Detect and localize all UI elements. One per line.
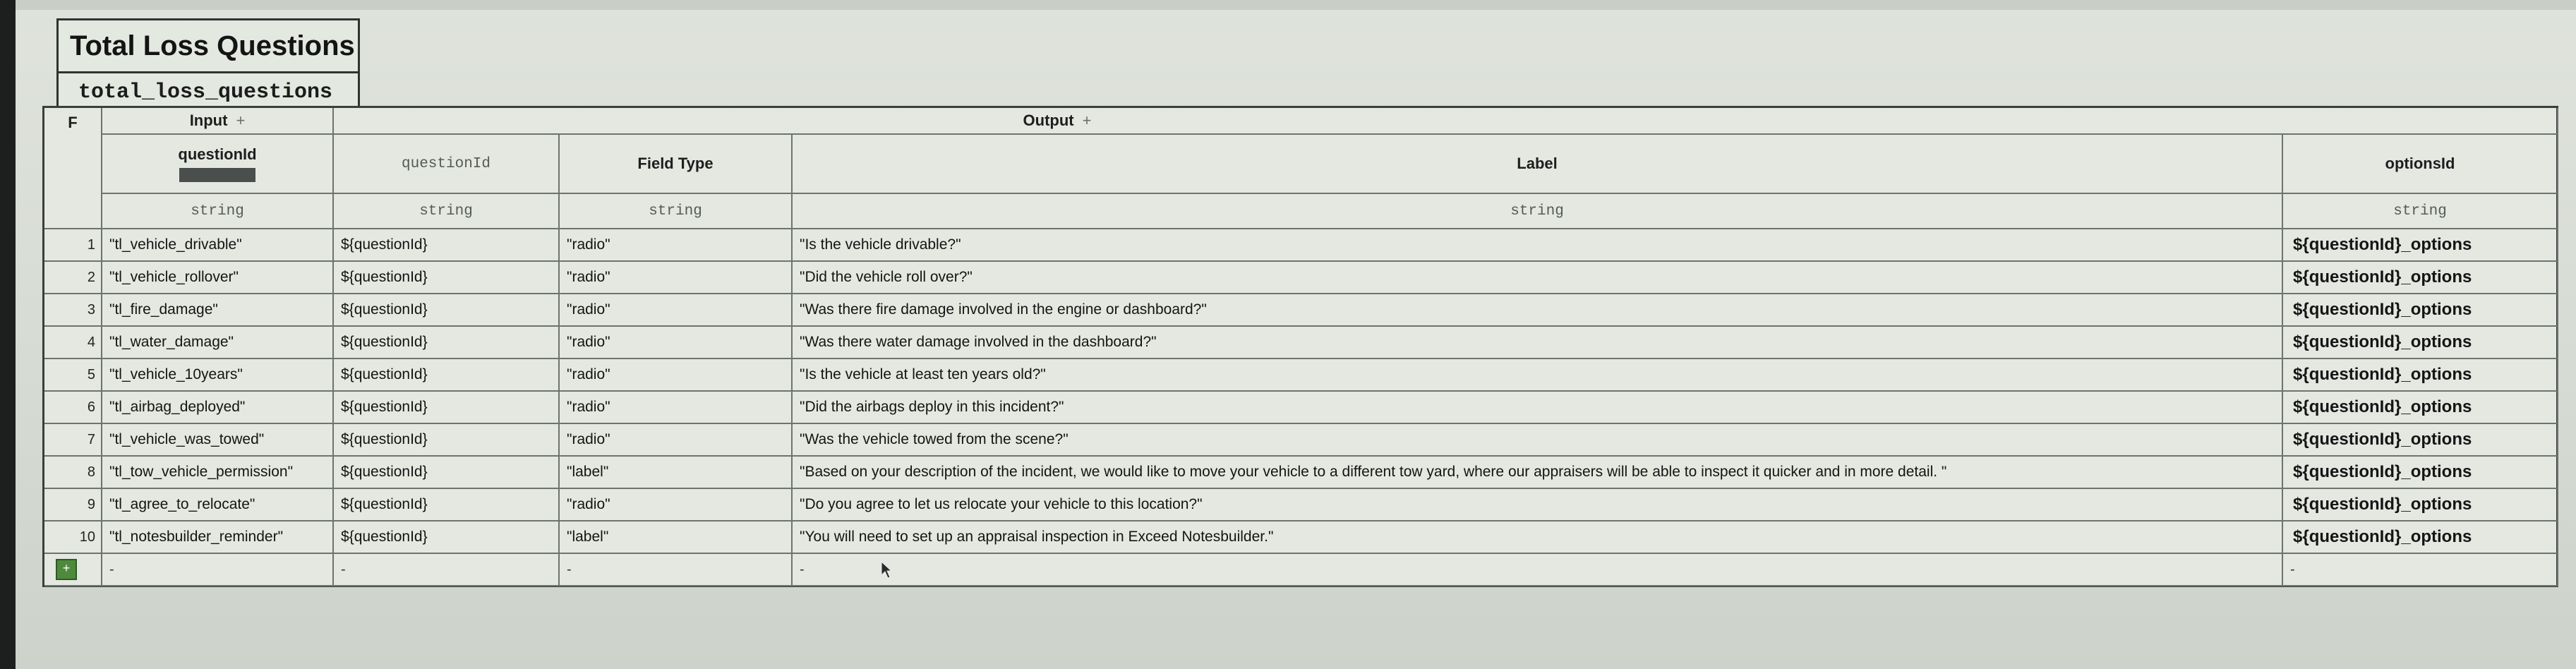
empty-rule-cell[interactable]: - xyxy=(102,554,334,586)
rule-label-cell[interactable]: "Did the airbags deploy in this incident?" xyxy=(793,392,2283,424)
output-optionsid-header[interactable]: optionsId xyxy=(2283,135,2558,194)
mouse-cursor-icon xyxy=(881,561,892,579)
empty-rule-cell[interactable]: - xyxy=(793,554,2283,586)
rule-input-cell[interactable]: "tl_airbag_deployed" xyxy=(102,392,334,424)
rule-questionid-cell[interactable]: ${questionId} xyxy=(334,294,560,327)
rule-label-cell[interactable]: "Is the vehicle drivable?" xyxy=(793,229,2283,262)
rule-input-cell[interactable]: "tl_agree_to_relocate" xyxy=(102,489,334,522)
add-input-icon[interactable]: + xyxy=(236,112,246,129)
output-optionsid-type: string xyxy=(2283,194,2558,229)
rule-fieldtype-cell[interactable]: "radio" xyxy=(560,294,793,327)
rule-number: 9 xyxy=(44,489,102,522)
rule-number: 3 xyxy=(44,294,102,327)
rule-fieldtype-cell[interactable]: "radio" xyxy=(560,327,793,359)
empty-rule-cell[interactable]: - xyxy=(334,554,560,586)
input-type-cell: string xyxy=(102,194,334,229)
input-group-label: Input xyxy=(189,112,228,129)
rule-fieldtype-cell[interactable]: "label" xyxy=(560,522,793,554)
rule-optionsid-cell[interactable]: ${questionId}_options xyxy=(2283,229,2558,262)
rule-number: 10 xyxy=(44,522,102,554)
rule-questionid-cell[interactable]: ${questionId} xyxy=(334,327,560,359)
empty-rule-cell[interactable]: - xyxy=(560,554,793,586)
input-expression-tag xyxy=(179,168,255,182)
rule-number: 8 xyxy=(44,457,102,489)
rule-questionid-cell[interactable]: ${questionId} xyxy=(334,457,560,489)
rule-fieldtype-cell[interactable]: "radio" xyxy=(560,424,793,457)
rule-questionid-cell[interactable]: ${questionId} xyxy=(334,424,560,457)
rule-questionid-cell[interactable]: ${questionId} xyxy=(334,392,560,424)
output-fieldtype-header[interactable]: Field Type xyxy=(560,135,793,194)
rule-questionid-cell[interactable]: ${questionId} xyxy=(334,489,560,522)
input-group-header xyxy=(102,108,334,135)
output-group-header xyxy=(334,108,2558,135)
decision-table-title[interactable]: Total Loss Questions xyxy=(56,18,360,73)
monitor-bezel xyxy=(0,0,16,669)
rule-number: 6 xyxy=(44,392,102,424)
rule-number: 4 xyxy=(44,327,102,359)
rule-questionid-cell[interactable]: ${questionId} xyxy=(334,262,560,294)
rule-fieldtype-cell[interactable]: "radio" xyxy=(560,262,793,294)
rule-label-cell[interactable]: "Did the vehicle roll over?" xyxy=(793,262,2283,294)
rule-fieldtype-cell[interactable]: "radio" xyxy=(560,392,793,424)
rule-fieldtype-cell[interactable]: "radio" xyxy=(560,359,793,392)
top-strip xyxy=(16,0,2576,10)
rule-label-cell[interactable]: "You will need to set up an appraisal inspection in Exceed Notesbuilder." xyxy=(793,522,2283,554)
decision-table-id[interactable]: total_loss_questions xyxy=(56,73,360,113)
add-rule-icon[interactable]: + xyxy=(56,559,77,580)
rule-label-cell[interactable]: "Was there fire damage involved in the engine or dashboard?" xyxy=(793,294,2283,327)
rule-number: 7 xyxy=(44,424,102,457)
add-rule-cell xyxy=(44,554,102,586)
hit-policy-cell[interactable]: F xyxy=(44,108,102,229)
output-label-type: string xyxy=(793,194,2283,229)
rule-input-cell[interactable]: "tl_vehicle_rollover" xyxy=(102,262,334,294)
rule-optionsid-cell[interactable]: ${questionId}_options xyxy=(2283,457,2558,489)
rule-number: 2 xyxy=(44,262,102,294)
rule-optionsid-cell[interactable]: ${questionId}_options xyxy=(2283,359,2558,392)
rule-optionsid-cell[interactable]: ${questionId}_options xyxy=(2283,522,2558,554)
rule-fieldtype-cell[interactable]: "label" xyxy=(560,457,793,489)
add-output-icon[interactable]: + xyxy=(1082,112,1092,129)
rule-label-cell[interactable]: "Was the vehicle towed from the scene?" xyxy=(793,424,2283,457)
rule-number: 1 xyxy=(44,229,102,262)
decision-table-grid xyxy=(42,106,2558,587)
rule-input-cell[interactable]: "tl_vehicle_was_towed" xyxy=(102,424,334,457)
rule-fieldtype-cell[interactable]: "radio" xyxy=(560,229,793,262)
rule-optionsid-cell[interactable]: ${questionId}_options xyxy=(2283,392,2558,424)
rule-label-cell[interactable]: "Do you agree to let us relocate your vehicle to this location?" xyxy=(793,489,2283,522)
rule-optionsid-cell[interactable]: ${questionId}_options xyxy=(2283,262,2558,294)
rule-input-cell[interactable]: "tl_water_damage" xyxy=(102,327,334,359)
rule-questionid-cell[interactable]: ${questionId} xyxy=(334,522,560,554)
rule-questionid-cell[interactable]: ${questionId} xyxy=(334,359,560,392)
rule-optionsid-cell[interactable]: ${questionId}_options xyxy=(2283,424,2558,457)
rule-label-cell[interactable]: "Was there water damage involved in the dashboard?" xyxy=(793,327,2283,359)
rule-input-cell[interactable]: "tl_vehicle_drivable" xyxy=(102,229,334,262)
input-column-label: questionId xyxy=(178,145,257,163)
output-label-header[interactable]: Label xyxy=(793,135,2283,194)
rule-questionid-cell[interactable]: ${questionId} xyxy=(334,229,560,262)
input-column-header[interactable] xyxy=(102,135,334,194)
rule-optionsid-cell[interactable]: ${questionId}_options xyxy=(2283,489,2558,522)
rule-optionsid-cell[interactable]: ${questionId}_options xyxy=(2283,294,2558,327)
output-questionid-header[interactable]: questionId xyxy=(334,135,560,194)
output-fieldtype-type: string xyxy=(560,194,793,229)
rule-input-cell[interactable]: "tl_fire_damage" xyxy=(102,294,334,327)
rule-fieldtype-cell[interactable]: "radio" xyxy=(560,489,793,522)
output-questionid-type: string xyxy=(334,194,560,229)
rule-optionsid-cell[interactable]: ${questionId}_options xyxy=(2283,327,2558,359)
rule-input-cell[interactable]: "tl_vehicle_10years" xyxy=(102,359,334,392)
output-group-label: Output xyxy=(1023,112,1074,129)
empty-rule-cell[interactable]: - xyxy=(2283,554,2558,586)
rule-number: 5 xyxy=(44,359,102,392)
rule-input-cell[interactable]: "tl_notesbuilder_reminder" xyxy=(102,522,334,554)
rule-label-cell[interactable]: "Based on your description of the incident, we would like to move your vehicle to a different tow yard, where our appraisers will be able to inspect it quicker and in more detail. " xyxy=(793,457,2283,489)
rule-input-cell[interactable]: "tl_tow_vehicle_permission" xyxy=(102,457,334,489)
rule-label-cell[interactable]: "Is the vehicle at least ten years old?" xyxy=(793,359,2283,392)
